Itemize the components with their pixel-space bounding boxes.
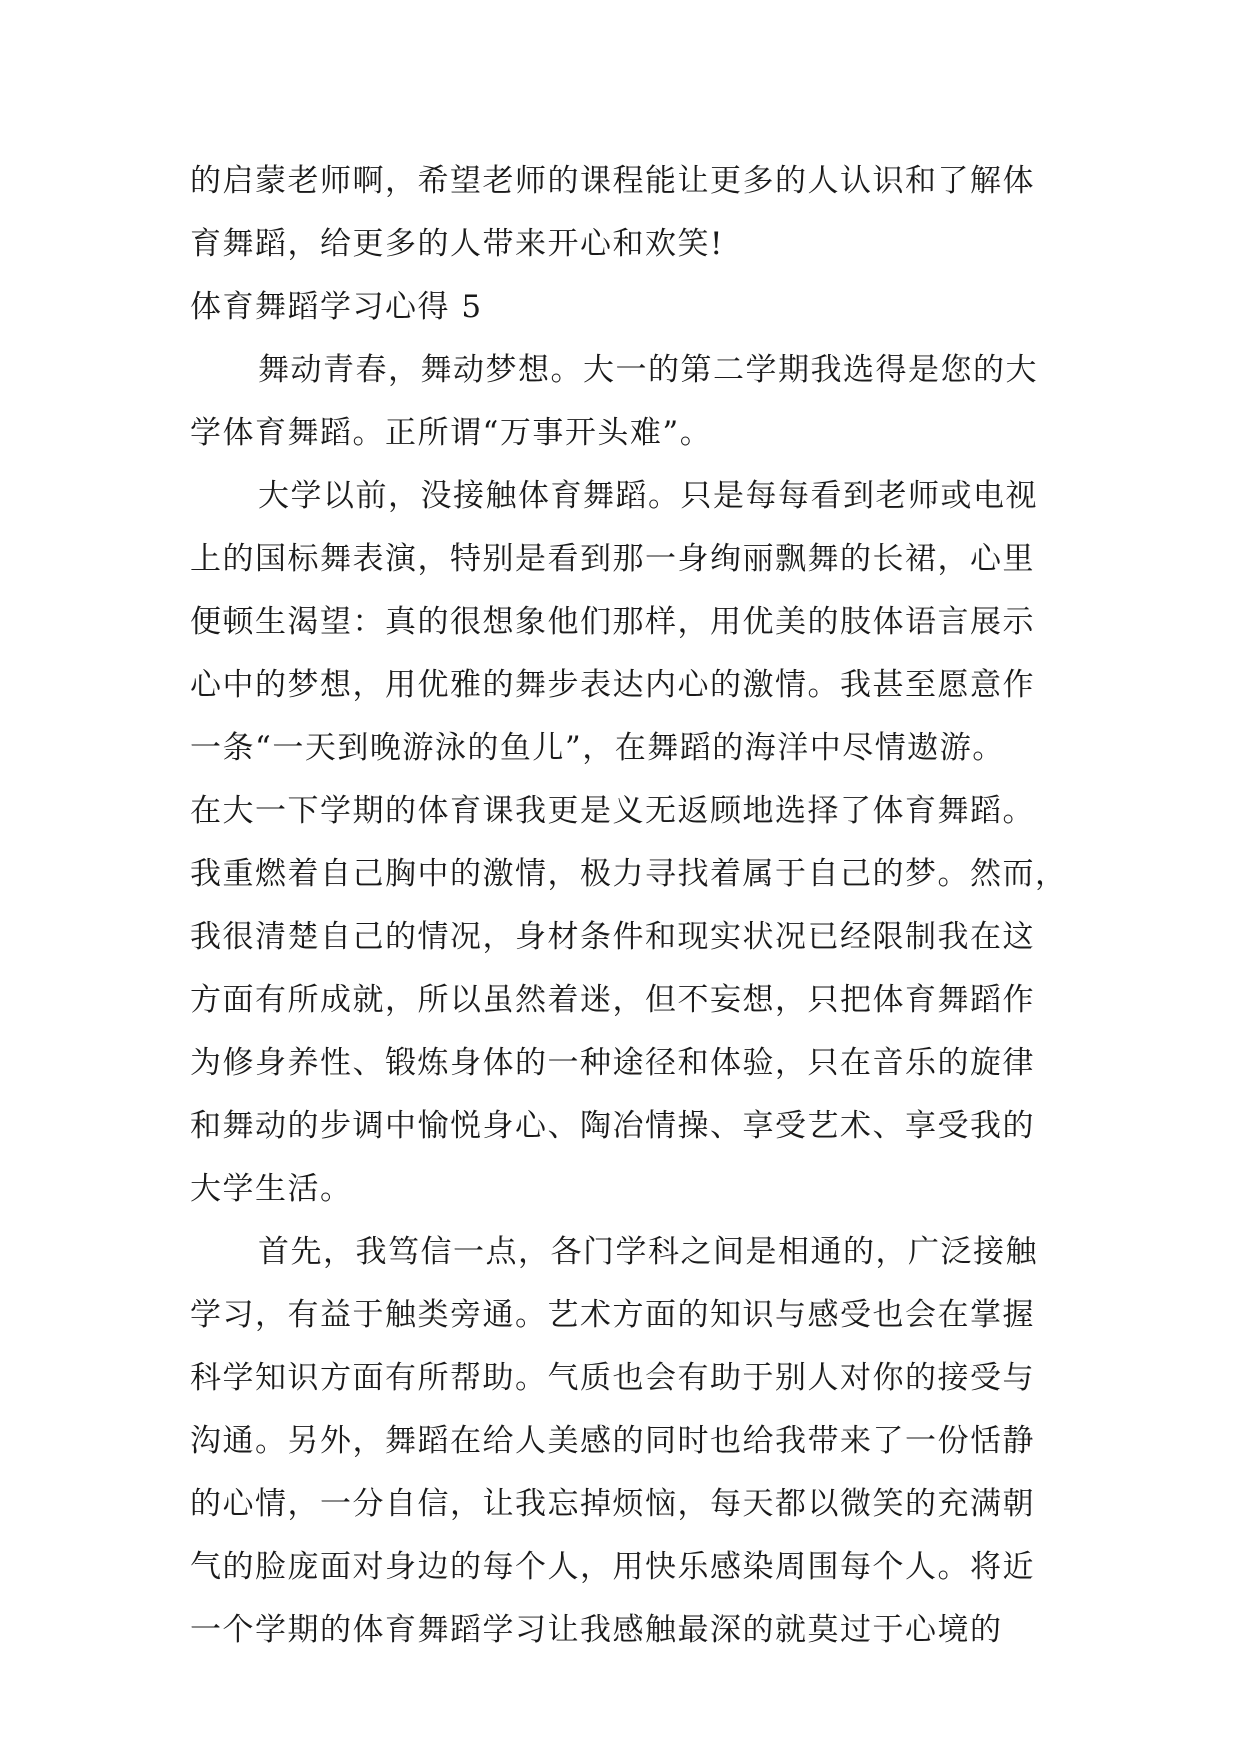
text-line: 的心情，一分自信，让我忘掉烦恼，每天都以微笑的充满朝 [190, 1486, 1035, 1522]
text-line: 我很清楚自己的情况，身材条件和现实状况已经限制我在这 [190, 919, 1035, 955]
text-line: 学体育舞蹈。正所谓“万事开头难”。 [190, 415, 713, 451]
text-line: 科学知识方面有所帮助。气质也会有助于别人对你的接受与 [190, 1360, 1035, 1396]
text-line: 学习，有益于触类旁通。艺术方面的知识与感受也会在掌握 [190, 1297, 1035, 1333]
text-line: 方面有所成就，所以虽然着迷，但不妄想，只把体育舞蹈作 [190, 982, 1035, 1018]
document-body [190, 150, 1070, 1662]
text-line: 一条“一天到晚游泳的鱼儿”，在舞蹈的海洋中尽情遨游。 [190, 730, 1005, 766]
text-line: 便顿生渴望：真的很想象他们那样，用优美的肢体语言展示 [190, 604, 1035, 640]
text-line: 为修身养性、锻炼身体的一种途径和体验，只在音乐的旋律 [190, 1045, 1035, 1081]
text-line: 心中的梦想，用优雅的舞步表达内心的激情。我甚至愿意作 [190, 667, 1035, 703]
text-line: 气的脸庞面对身边的每个人，用快乐感染周围每个人。将近 [190, 1549, 1035, 1585]
text-line: 育舞蹈，给更多的人带来开心和欢笑! [190, 226, 724, 262]
text-line: 首先，我笃信一点，各门学科之间是相通的，广泛接触 [258, 1234, 1038, 1270]
text-line: 上的国标舞表演，特别是看到那一身绚丽飘舞的长裙，心里 [190, 541, 1035, 577]
text-line: 大学生活。 [190, 1171, 353, 1207]
text-line: 舞动青春，舞动梦想。大一的第二学期我选得是您的大 [258, 352, 1038, 388]
text-line: 和舞动的步调中愉悦身心、陶冶情操、享受艺术、享受我的 [190, 1108, 1035, 1144]
text-line: 在大一下学期的体育课我更是义无返顾地选择了体育舞蹈。 [190, 793, 1035, 829]
section-heading: 体育舞蹈学习心得 5 [190, 289, 483, 325]
text-line: 我重燃着自己胸中的激情，极力寻找着属于自己的梦。然而， [190, 856, 1068, 892]
text-line: 的启蒙老师啊，希望老师的课程能让更多的人认识和了解体 [190, 163, 1035, 199]
text-line: 大学以前，没接触体育舞蹈。只是每每看到老师或电视 [258, 478, 1038, 514]
text-line: 沟通。另外，舞蹈在给人美感的同时也给我带来了一份恬静 [190, 1423, 1035, 1459]
text-line: 一个学期的体育舞蹈学习让我感触最深的就莫过于心境的 [190, 1612, 1003, 1648]
